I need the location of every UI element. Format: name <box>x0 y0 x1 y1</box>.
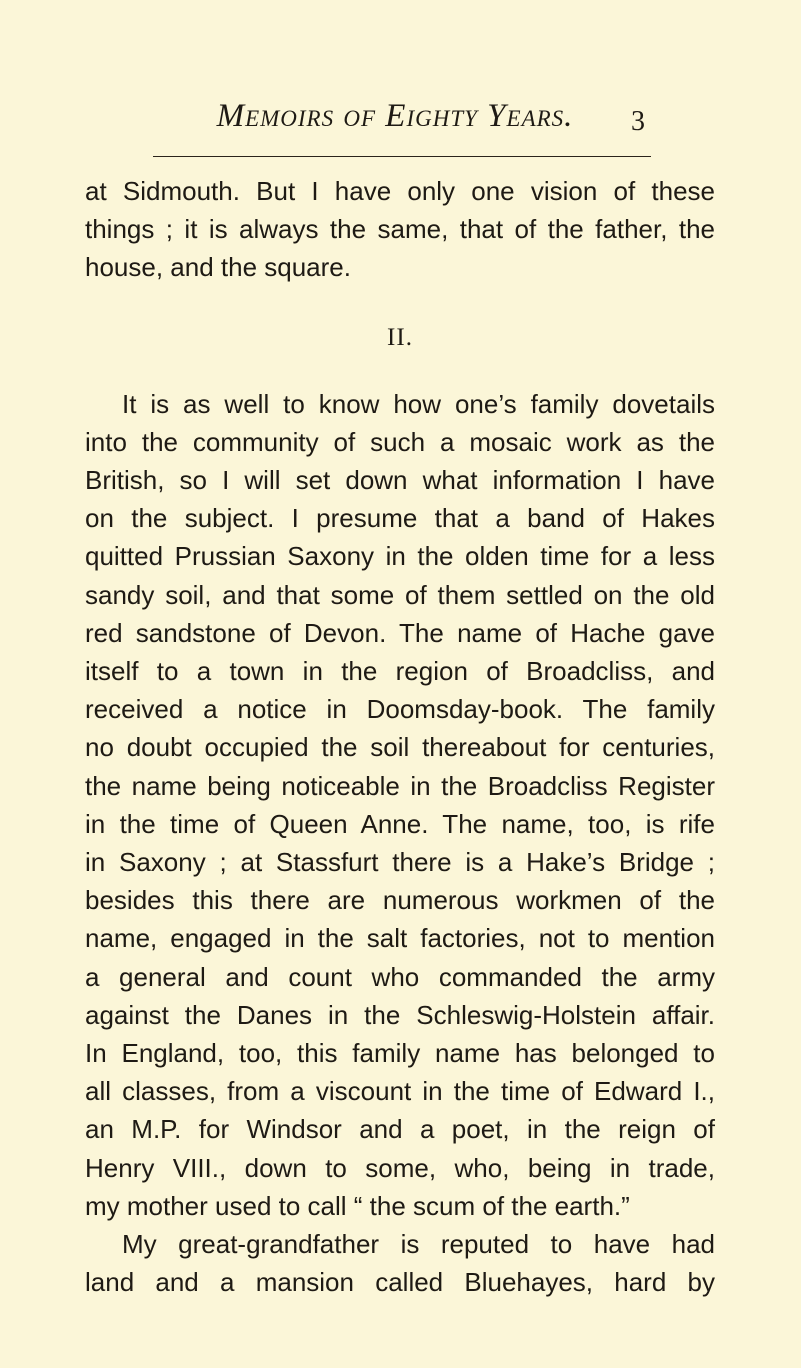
text-line: land and a mansion called Bluehayes, hard by <box>85 1267 715 1298</box>
paragraph-3 <box>85 1225 715 1301</box>
running-title-rest-memoirs: emoirs <box>245 98 335 134</box>
text-line: house, and the square. <box>85 252 351 283</box>
running-title-space <box>478 98 487 134</box>
text-line: sandy soil, and that some of them settled on the old <box>85 579 715 610</box>
text-line: red sandstone of Devon. The name of Hache gave <box>85 617 715 648</box>
text-line: British, so I will set down what information I have <box>85 465 715 496</box>
text-line: at Sidmouth. But I have only one vision of these <box>85 176 715 206</box>
header-rule <box>153 156 651 157</box>
body-text <box>85 172 715 1301</box>
text-line: things ; it is always the same, that of the father, the <box>85 214 715 245</box>
text-line: an M.P. for Windsor and a poet, in the reign of <box>85 1114 715 1145</box>
running-title-of: of <box>334 98 386 134</box>
text-line: in Saxony ; at Stassfurt there is a Hake’s Bridge ; <box>85 847 715 878</box>
running-title-initial-eighty: E <box>385 98 407 134</box>
running-title-rest-eighty: ighty <box>406 98 478 134</box>
running-title-initial-years: Y <box>487 98 507 134</box>
text-line: itself to a town in the region of Broadcliss, and <box>85 656 715 687</box>
text-line: My great-grandfather is reputed to have had <box>122 1229 715 1260</box>
text-line: Henry VIII., down to some, who, being in trade, <box>85 1152 715 1183</box>
text-line: in the time of Queen Anne. The name, too, is rife <box>85 808 715 839</box>
text-line: quitted Prussian Saxony in the olden time for a less <box>85 541 715 572</box>
text-line: on the subject. I presume that a band of Hakes <box>85 503 715 534</box>
paragraph-2 <box>85 385 715 1225</box>
text-line: all classes, from a viscount in the time of Edward I., <box>85 1076 715 1107</box>
running-title-rest-years: ears. <box>506 98 574 134</box>
section-heading: II. <box>387 323 413 351</box>
text-line: It is as well to know how one’s family dovetails <box>122 388 715 419</box>
text-line: my mother used to call “ the scum of the earth.” <box>85 1190 630 1221</box>
paragraph-1 <box>85 172 715 287</box>
text-line: name, engaged in the salt factories, not to mention <box>85 923 715 954</box>
text-line: the name being noticeable in the Broadcliss Register <box>85 770 715 801</box>
text-line: besides this there are numerous workmen of the <box>85 885 715 916</box>
running-head <box>135 96 655 160</box>
text-line: into the community of such a mosaic work as the <box>85 426 715 457</box>
text-line: a general and count who commanded the army <box>85 961 715 992</box>
page-number: 3 <box>631 106 645 137</box>
text-line: no doubt occupied the soil thereabout for centuries, <box>85 732 715 763</box>
text-line: received a notice in Doomsday-book. The family <box>85 694 715 725</box>
running-title <box>135 96 655 136</box>
running-title-initial-memoirs: M <box>216 98 246 134</box>
text-line: against the Danes in the Schleswig-Holstein affair. <box>85 999 715 1030</box>
text-line: In England, too, this family name has belonged to <box>85 1038 715 1069</box>
